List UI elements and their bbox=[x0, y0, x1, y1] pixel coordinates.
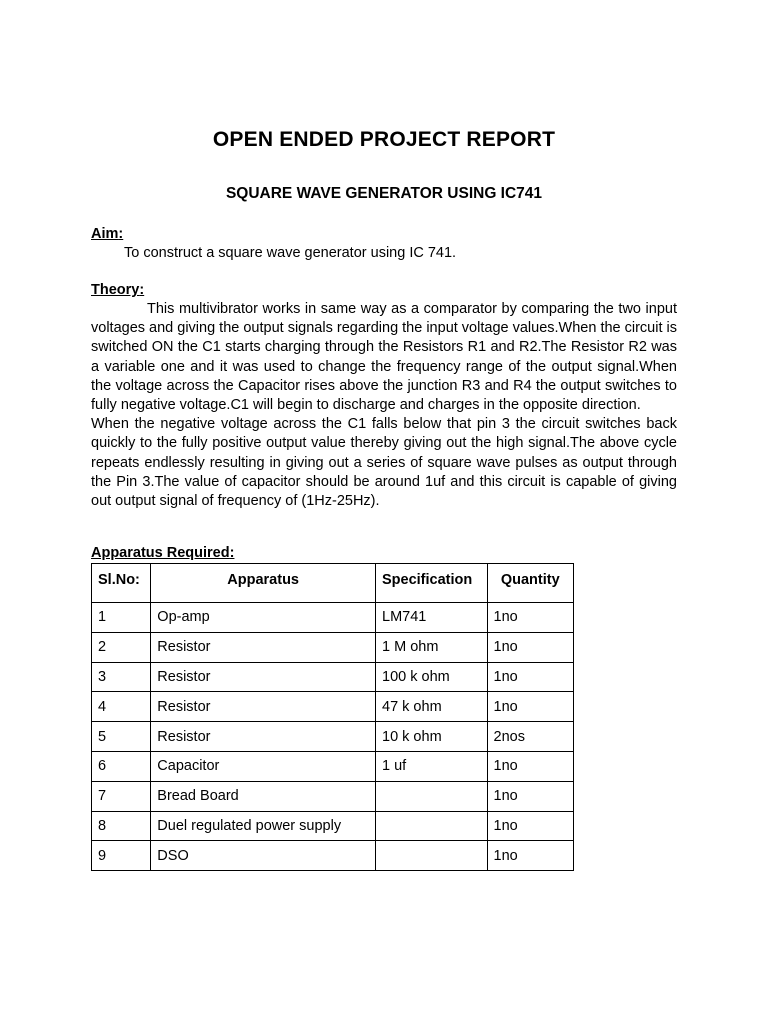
cell-apparatus: Duel regulated power supply bbox=[151, 811, 376, 841]
column-header-quantity: Quantity bbox=[487, 564, 573, 603]
theory-paragraph-2: When the negative voltage across the C1 falls below that pin 3 the circuit switches back quickly to the fully positive output value thereby giving out the high signal.The above cycle repeats endlessly resulting in giving out a series of square wave pulses as output through the Pin 3.The value of capacitor should be around 1uf and this circuit is capable of giving out output signal of frequency of (1Hz-25Hz). bbox=[91, 416, 677, 510]
apparatus-heading-label: Apparatus Required bbox=[91, 545, 230, 561]
cell-slno: 8 bbox=[92, 811, 151, 841]
theory-heading-label: Theory bbox=[91, 282, 140, 298]
cell-specification: 10 k ohm bbox=[376, 722, 488, 752]
cell-specification: LM741 bbox=[376, 603, 488, 633]
table-row bbox=[92, 722, 574, 752]
cell-quantity: 1no bbox=[487, 751, 573, 781]
aim-heading: Aim: bbox=[91, 226, 124, 242]
table-row bbox=[92, 811, 574, 841]
cell-quantity: 1no bbox=[487, 662, 573, 692]
table-row bbox=[92, 662, 574, 692]
table-row bbox=[92, 751, 574, 781]
cell-slno: 5 bbox=[92, 722, 151, 752]
cell-quantity: 1no bbox=[487, 811, 573, 841]
cell-slno: 3 bbox=[92, 662, 151, 692]
cell-quantity: 1no bbox=[487, 781, 573, 811]
cell-apparatus: Resistor bbox=[151, 692, 376, 722]
table-row bbox=[92, 632, 574, 662]
column-header-specification: Specification bbox=[376, 564, 488, 603]
theory-paragraph-1: This multivibrator works in same way as a comparator by comparing the two input voltages and giving the output signals regarding the input voltage values.When the circuit is switched ON the C1 starts charging through the Resistors R1 and R2.The Resistor R2 was a variable one and it was used to change the frequency range of the output signal.When the voltage across the Capacitor rises above the junction R3 and R4 the output switches to fully negative voltage.C1 will begin to discharge and charges in the opposite direction. bbox=[91, 301, 677, 414]
aim-text: To construct a square wave generator using IC 741. bbox=[124, 245, 457, 261]
cell-slno: 6 bbox=[92, 751, 151, 781]
table-row bbox=[92, 781, 574, 811]
cell-apparatus: Resistor bbox=[151, 722, 376, 752]
table-header-row bbox=[92, 564, 574, 603]
column-header-apparatus: Apparatus bbox=[151, 564, 376, 603]
cell-slno: 2 bbox=[92, 632, 151, 662]
cell-quantity: 1no bbox=[487, 603, 573, 633]
table-row bbox=[92, 603, 574, 633]
aim-heading-label: Aim bbox=[91, 226, 119, 242]
cell-slno: 7 bbox=[92, 781, 151, 811]
cell-quantity: 1no bbox=[487, 692, 573, 722]
cell-slno: 4 bbox=[92, 692, 151, 722]
report-subtitle: SQUARE WAVE GENERATOR USING IC741 bbox=[225, 185, 543, 202]
cell-apparatus: Resistor bbox=[151, 662, 376, 692]
table-row bbox=[92, 841, 574, 871]
cell-specification: 47 k ohm bbox=[376, 692, 488, 722]
cell-apparatus: Resistor bbox=[151, 632, 376, 662]
cell-quantity: 2nos bbox=[487, 722, 573, 752]
table-row bbox=[92, 692, 574, 722]
cell-specification: 1 uf bbox=[376, 751, 488, 781]
cell-specification: 1 M ohm bbox=[376, 632, 488, 662]
cell-apparatus: Bread Board bbox=[151, 781, 376, 811]
cell-quantity: 1no bbox=[487, 632, 573, 662]
cell-apparatus: Capacitor bbox=[151, 751, 376, 781]
cell-apparatus: DSO bbox=[151, 841, 376, 871]
cell-specification bbox=[376, 841, 488, 871]
theory-heading: Theory: bbox=[91, 282, 145, 298]
cell-specification bbox=[376, 811, 488, 841]
apparatus-heading: Apparatus Required: bbox=[91, 545, 235, 561]
apparatus-table bbox=[91, 563, 574, 871]
report-title: OPEN ENDED PROJECT REPORT bbox=[212, 128, 556, 151]
cell-slno: 9 bbox=[92, 841, 151, 871]
cell-slno: 1 bbox=[92, 603, 151, 633]
theory-body bbox=[91, 300, 677, 511]
cell-quantity: 1no bbox=[487, 841, 573, 871]
cell-specification bbox=[376, 781, 488, 811]
column-header-slno: Sl.No: bbox=[92, 564, 151, 603]
cell-specification: 100 k ohm bbox=[376, 662, 488, 692]
cell-apparatus: Op-amp bbox=[151, 603, 376, 633]
